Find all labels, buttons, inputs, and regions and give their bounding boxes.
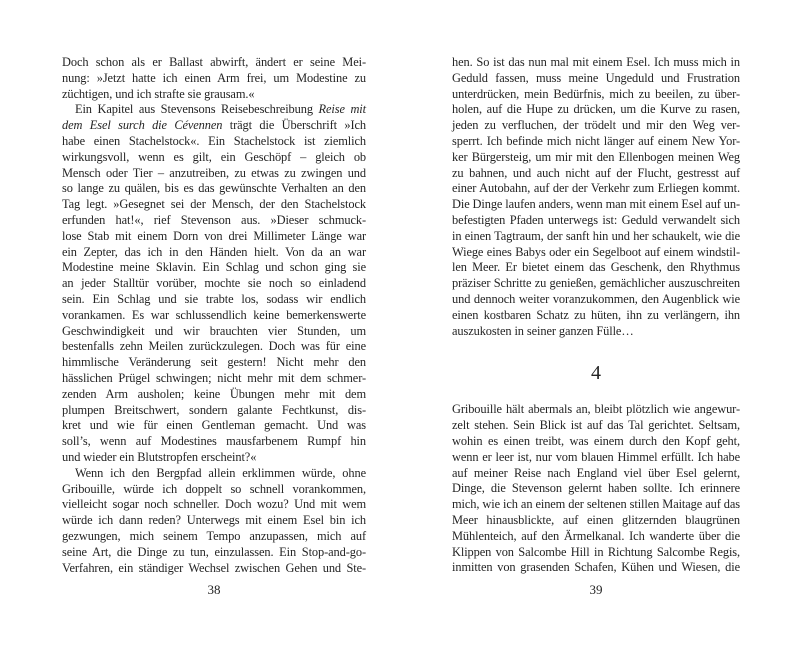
text-line: gezwungen, mich seinem Tempo anzupassen, mich auf [62,528,366,543]
text-line: Gribouille, würde ich doppelt so schnell vorankommen, [62,481,367,496]
text-line: vorankamen. Es war schlussendlich keine bemerkenswerte [62,307,366,322]
text-line: wenn er leer ist, nur vom blauen Himmel erfüllt. Ich habe [452,449,740,464]
text-line: unterdrücken, mein Bedürfnis, mich zu beeilen, zu über- [452,86,740,101]
text-line: Dinge, die Stevenson gelernt haben sollte. Ich erinnere [452,481,741,496]
text-line: habe einen Stachelstock«. Ein Stachelstock ist ziemlich [62,133,366,148]
text-line: Meer hinausblickte, auf einen glitzernden blaugrünen [452,512,740,527]
text-line: soll’s, wenn auf Modestines mausfarbenem Rumpf hin [62,434,366,449]
text-line: zu bahnen, und auch nicht auf der Flucht, gestresst auf [452,165,741,180]
text-line: hässlichen Prügel schwingen; nicht mehr mit dem schmer- [62,370,367,385]
text-line: Modestine meine Sklavin. Ein Schlag und schon ging sie [62,260,367,275]
text-line: seine Art, die Dinge zu tun, einzulassen. Ein Stop-and-go- [62,544,366,559]
text-line: an jeder Stalltür vorüber, mochte sie noch so einladend [62,276,366,291]
text-line: dem Esel surch die Cévennen trägt die Überschrift »Ich [62,118,366,133]
text-line: Ein Kapitel aus Stevensons Reisebeschreibung Reise mit [75,102,366,117]
text-line: auf meiner Reise nach England viel über Esel gelernt, [452,465,740,480]
text-line: wohin es einen treibt, was einem durch den Kopf geht, [452,433,740,448]
text-line: Klippen von Salcombe Hill in Richtung Salcombe Regis, [452,544,741,559]
text-line: len Meer. Er bietet einem das Geschenk, den Rhythmus [452,260,740,275]
text-line: einer Autobahn, auf der der Verkehr zum Erliegen kommt. [452,181,741,196]
text-line: mich, wie ich an einem der seltenen stillen Maitage auf das [452,497,740,512]
text-line: holen, auf die Hupe zu drücken, um die Kurve zu rasen, [452,102,740,117]
text-line: Wenn ich den Bergpfad allein erklimmen würde, ohne [75,465,366,480]
text-line: in einen Tagtraum, der sanft hin und her schaukelt, wie die [452,228,740,243]
text-line: zelt stehen. Sein Blick ist auf das Tal gerichtet. Seltsam, [452,418,741,433]
text-line: himmlische Veränderung seit gestern! Nicht mehr den [62,355,367,370]
text-line: und wieder ein Blutstropfen erscheint?« [62,449,257,464]
text-line: Mühlenteich, auf den Ärmelkanal. Ich wanderte über die [452,528,741,543]
text-line: ker Bürgersteig, um mir mit den Ellenbogen meinen Weg [452,149,741,164]
text-line: wirkungsvoll, wenn es gilt, ein Geschöpf – gleich ob [62,149,367,164]
text-line: vielleicht sogar noch schneller. Doch wozu? Und mit wem [62,497,367,512]
text-line: Tag legt. »Gesegnet sei der Mensch, der den Stachelstock [62,197,366,212]
text-line: bestenfalls zehn Meilen zurückzulegen. Doch was für eine [62,339,366,354]
text-line: sein. Ein Schlag und sie trabte los, sodass wir endlich [62,291,367,306]
text-line: hen. So ist das nun mal mit einem Esel. Ich muss mich in [452,55,740,69]
text-line: Gribouille hält abermals an, bleibt plötzlich wie angewur- [452,402,740,417]
text-line: und dennoch weiter voranzukommen, den Augenblick wie [452,291,741,306]
page-number-left: 38 [207,582,221,597]
text-line: nung: »Jetzt hatte ich einen Arm frei, um Modestine zu [62,70,366,85]
text-line: Die Dinge laufen anders, wenn man mit einem Esel auf un- [452,197,740,212]
text-line: Doch schon als er Ballast abwirft, ändert er seine Mei- [62,55,366,69]
chapter-heading: 4 [591,362,601,385]
text-line: plumpen Breitschwert, sondern galante Fechtkunst, dis- [62,402,367,417]
text-line: Mensch oder Tier – anzutreiben, zu etwas zu zwingen und [62,165,366,180]
page-right-text-column [452,55,740,576]
page-number-right: 39 [589,582,603,597]
text-line: Geschwindigkeit und wir brauchten vier Stunden, um [62,323,366,338]
text-line: züchtigen, und ich strafte sie grausam.« [62,86,255,101]
text-line: sperrt. Ich befinde mich nicht länger auf einem New Yor- [452,133,741,148]
text-line: erfunden hat!«, rief Stevenson aus. »Dieser schmuck- [62,212,366,227]
text-line: Geduld fassen, muss meine Ungeduld und Frustration [452,70,740,85]
text-line: Wiege eines Babys oder ein Segelboot auf einem windstil- [452,244,740,259]
text-line: einen kostbaren Schatz zu hüten, ihn zu verlängern, ihn [452,307,741,322]
text-line: kret und wie für einen Gentleman gemacht. Und was [62,418,366,433]
text-line: so lange zu quälen, bis es das gewünschte Verhalten an den [62,181,366,196]
text-line: auszukosten in seiner ganzen Fülle… [452,323,634,338]
text-line: inmitten von grasenden Schafen, Kühen und Wiesen, die [452,560,740,575]
text-line: würde ich dann reden? Unterwegs mit einem Esel bin ich [62,513,367,528]
text-line: Verfahren, ein ständiger Wechsel zwischen Gehen und Ste- [62,560,367,575]
text-line: zenden Arm ausholen; keine Übungen mehr mit dem [62,386,366,401]
text-line: präziser Schritte zu genießen, gemächlicher auszuschreiten [452,276,741,291]
text-line: befestigten Pfaden unterwegs ist: Geduld verwandelt sich [452,212,741,227]
text-line: ein Zepter, das ich in den Händen hielt. Von da an war [62,244,366,259]
text-line: jeden zu verfluchen, der trödelt und mir den Weg ver- [452,118,740,133]
text-line: lose Stab mit einem Dorn von drei Millimeter Länge war [62,228,367,243]
page-left-text-column [62,55,366,576]
